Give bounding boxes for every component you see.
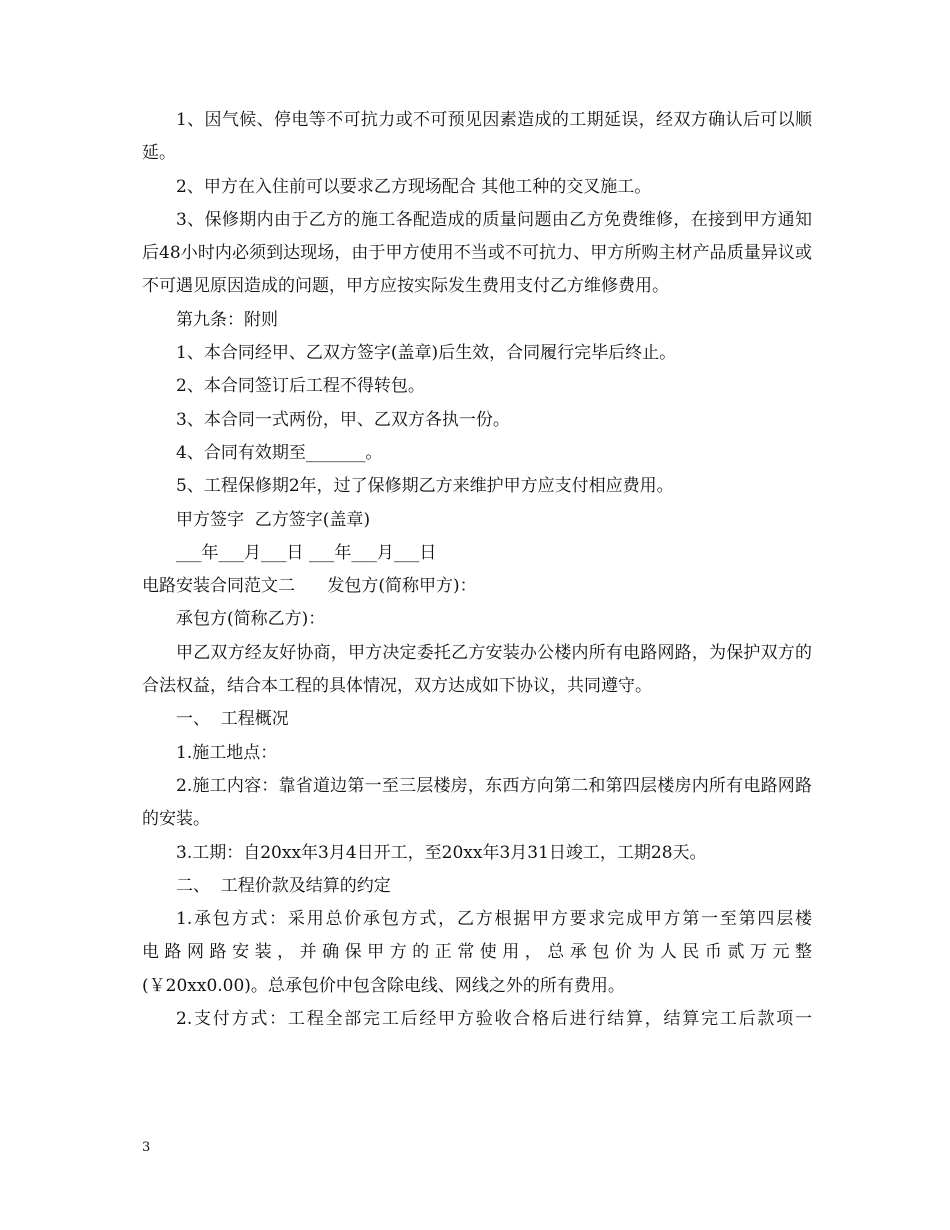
paragraph-preamble: 甲乙双方经友好协商，甲方决定委托乙方安装办公楼内所有电路网路，为保护双方的合法权益，结合本工程的具体情况，双方达成如下协议，共同遵守。	[142, 642, 812, 697]
section-heading-article-9: 第九条：附则	[176, 309, 278, 330]
paragraph-warranty-repair: 3、保修期内由于乙方的施工各配造成的质量问题由乙方免费维修，在接到甲方通知后48小时内必须到达现场，由于甲方使用不当或不可抗力、甲方所购主材产品质量异议或不可遇见原因造成的问题，甲方应按实际发生费用支付乙方维修费用。	[142, 209, 812, 297]
paragraph-contract-mode-line-2: 电路网路安装，并确保甲方的正常使用，总承包价为人民币贰万元整	[142, 942, 812, 963]
paragraph-validity: 4、合同有效期至_______。	[176, 442, 383, 463]
paragraph-payment: 2.支付方式：工程全部完工后经甲方验收合格后进行结算，结算完工后款项一	[176, 1009, 812, 1030]
paragraph-effective: 1、本合同经甲、乙双方签字(盖章)后生效，合同履行完毕后终止。	[176, 343, 677, 364]
contractor-line: 承包方(简称乙方)：	[176, 609, 326, 630]
document-body	[142, 104, 812, 1036]
paragraph-no-subcontract: 2、本合同签订后工程不得转包。	[176, 376, 425, 397]
paragraph-site: 1.施工地点：	[176, 742, 278, 763]
date-line: ___年___月___日 ___年___月___日	[176, 542, 437, 563]
signature-line: 甲方签字 乙方签字(盖章)	[176, 509, 371, 530]
paragraph-contract-mode-line-3: (￥20xx0.00)。总承包价中包含除电线、网线之外的所有费用。	[142, 975, 625, 996]
section-heading-overview: 一、 工程概况	[176, 709, 289, 730]
paragraph-delay-clause: 1、因气候、停电等不可抗力或不可预见因素造成的工期延误，经双方确认后可以顺延。	[142, 110, 812, 164]
paragraph-cross-construction: 2、甲方在入住前可以要求乙方现场配合 其他工种的交叉施工。	[176, 176, 652, 197]
paragraph-schedule: 3.工期：自20xx年3月4日开工，至20xx年3月31日竣工，工期28天。	[176, 842, 707, 863]
contract-two-title: 电路安装合同范文二 发包方(简称甲方)：	[142, 576, 477, 597]
paragraph-copies: 3、本合同一式两份，甲、乙双方各执一份。	[176, 409, 510, 430]
paragraph-contract-mode-line-1: 1.承包方式：采用总价承包方式，乙方根据甲方要求完成甲方第一至第四层楼	[176, 909, 812, 930]
page-number: 3	[142, 1140, 151, 1155]
section-heading-price: 二、 工程价款及结算的约定	[176, 875, 391, 896]
paragraph-warranty-period: 5、工程保修期2年，过了保修期乙方来维护甲方应支付相应费用。	[176, 476, 674, 497]
paragraph-scope: 2.施工内容：靠省道边第一至三层楼房，东西方向第二和第四层楼房内所有电路网路的安装。	[142, 775, 812, 830]
